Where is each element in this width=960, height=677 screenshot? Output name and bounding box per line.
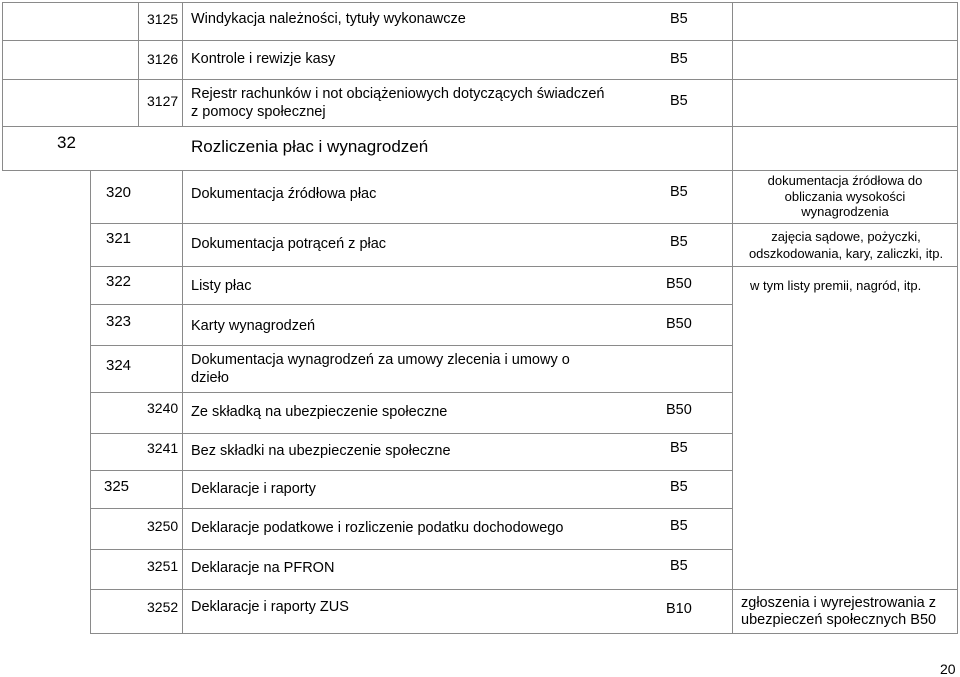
row-divider <box>90 433 732 434</box>
row-title: Deklaracje i raporty <box>191 481 316 497</box>
row-title: Windykacja należności, tytuły wykonawcze <box>191 11 466 27</box>
row-class: B5 <box>670 11 688 27</box>
section-title: Rozliczenia płac i wynagrodzeń <box>191 137 429 156</box>
row-code: 3241 <box>147 440 179 456</box>
row-title: Listy płac <box>191 278 252 294</box>
col-divider <box>138 2 139 126</box>
row-code: 3240 <box>147 400 179 416</box>
row-note: dokumentacja źródłowa do obliczania wysokości wynagrodzenia <box>767 173 923 220</box>
row-divider <box>2 2 958 3</box>
row-divider <box>2 79 958 80</box>
row-title: Rejestr rachunków i not obciążeniowych dotyczących świadczeń <box>191 86 605 102</box>
row-note: zajęcia sądowe, pożyczki, odszkodowania, kary, zaliczki, itp. <box>748 229 944 261</box>
row-code: 3125 <box>147 11 179 27</box>
row-divider <box>90 345 732 346</box>
col-divider <box>732 2 733 633</box>
row-code: 3126 <box>147 51 179 67</box>
row-code: 3251 <box>147 558 179 574</box>
row-title: Kontrole i rewizje kasy <box>191 51 336 67</box>
row-divider <box>90 633 958 634</box>
col-divider <box>957 2 958 633</box>
row-title: Karty wynagrodzeń <box>191 318 316 334</box>
row-class: B5 <box>670 440 688 456</box>
row-divider <box>90 549 732 550</box>
row-title: Deklaracje i raporty ZUS <box>191 599 349 615</box>
row-code: 324 <box>106 357 132 374</box>
row-title: Bez składki na ubezpieczenie społeczne <box>191 443 451 459</box>
row-title: Ze składką na ubezpieczenie społeczne <box>191 404 448 420</box>
row-class: B50 <box>666 276 692 292</box>
col-divider <box>182 2 183 126</box>
row-divider <box>2 126 958 127</box>
row-class: B50 <box>666 402 692 418</box>
row-class: B5 <box>670 184 688 200</box>
row-divider <box>90 392 732 393</box>
col-divider <box>182 170 183 633</box>
row-note-line2: ubezpieczeń społecznych B50 <box>741 612 937 628</box>
row-divider <box>90 223 958 224</box>
row-title: Dokumentacja potrąceń z płac <box>191 236 387 252</box>
row-title: Deklaracje podatkowe i rozliczenie podatku dochodowego <box>191 520 564 536</box>
row-class: B10 <box>666 601 692 617</box>
col-divider <box>2 2 3 170</box>
row-divider <box>90 589 958 590</box>
row-divider <box>90 470 732 471</box>
section-code: 32 <box>57 133 76 152</box>
row-code: 3127 <box>147 93 179 109</box>
row-divider <box>90 508 732 509</box>
row-divider <box>2 170 958 171</box>
row-class: B50 <box>666 316 692 332</box>
row-class: B5 <box>670 518 688 534</box>
row-code: 323 <box>106 313 132 330</box>
row-note: zgłoszenia i wyrejestrowania z <box>741 595 937 611</box>
row-code: 320 <box>106 184 132 201</box>
row-class: B5 <box>670 558 688 574</box>
row-class: B5 <box>670 234 688 250</box>
row-code: 322 <box>106 273 132 290</box>
row-title-line2: dzieło <box>191 370 229 386</box>
row-title: Dokumentacja wynagrodzeń za umowy zlecenia i umowy o <box>191 352 570 368</box>
row-divider <box>2 40 958 41</box>
row-class: B5 <box>670 93 688 109</box>
row-divider <box>90 266 958 267</box>
row-title: Deklaracje na PFRON <box>191 560 335 576</box>
row-divider <box>90 304 732 305</box>
page-number: 20 <box>940 661 956 677</box>
row-note: w tym listy premii, nagród, itp. <box>750 278 922 293</box>
row-code: 3250 <box>147 518 179 534</box>
row-code: 321 <box>106 230 132 247</box>
row-class: B5 <box>670 479 688 495</box>
row-code: 325 <box>104 478 130 495</box>
row-title: Dokumentacja źródłowa płac <box>191 186 377 202</box>
row-code: 3252 <box>147 599 179 615</box>
col-divider <box>90 170 91 633</box>
row-class: B5 <box>670 51 688 67</box>
row-title-line2: z pomocy społecznej <box>191 104 326 120</box>
